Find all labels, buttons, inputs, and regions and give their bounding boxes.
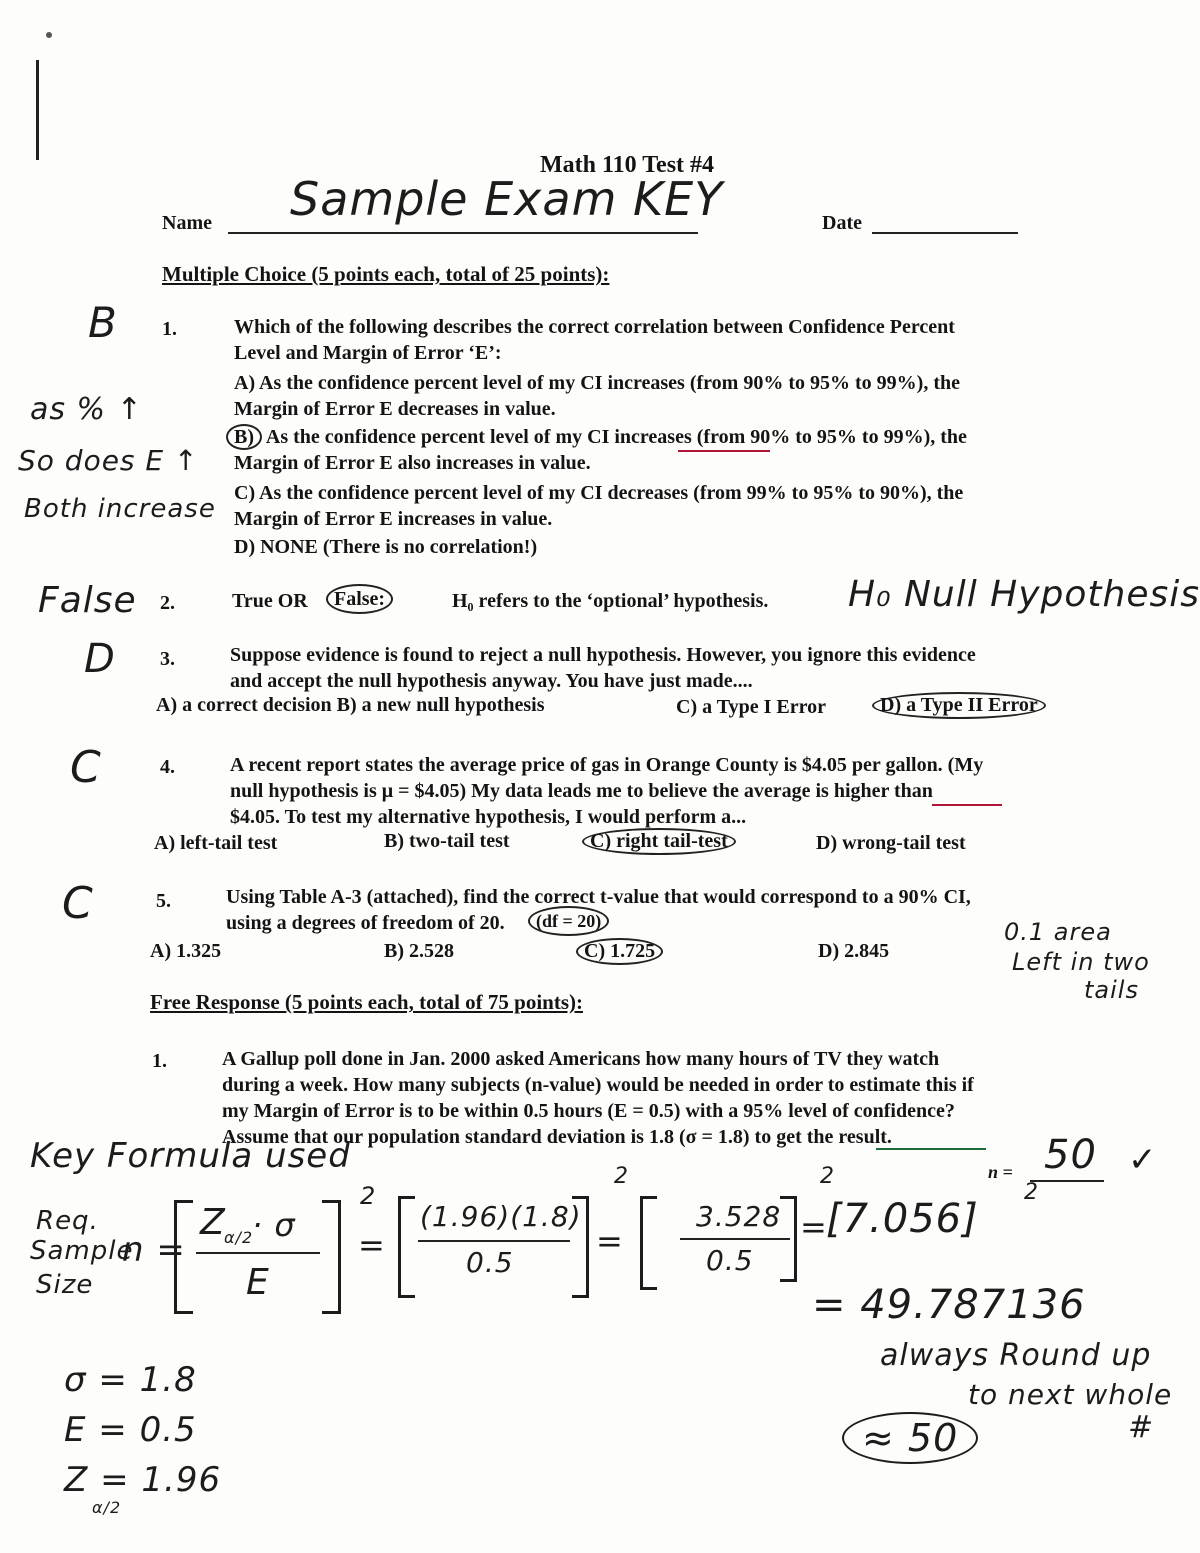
fr-q1-given-sigma: σ = 1.8 (64, 1360, 197, 1400)
fr-q1-round-note-line1: always Round up (880, 1338, 1152, 1373)
mc-q2-note: H₀ Null Hypothesis (848, 574, 1200, 615)
fr-q1-equals-1: = (358, 1226, 386, 1264)
mc-q4-option-d: D) wrong-tail test (816, 832, 966, 854)
mc-q1-number: 1. (162, 318, 177, 340)
fr-q1-formula-fraction-bar (196, 1252, 320, 1254)
scan-speck (46, 32, 52, 38)
fr-q1-formula-close-bracket (322, 1200, 341, 1314)
name-value[interactable]: Sample Exam KEY (290, 172, 724, 226)
mc-q1-option-a-line1: A) As the confidence percent level of my CI increases (from 90% to 95% to 99%), the (234, 372, 960, 394)
fr-q1-key-formula-label: Key Formula used (30, 1136, 351, 1176)
fr-q1-step1-numerator: (1.96)(1.8) (420, 1200, 582, 1233)
mc-q1-option-b-line1 (226, 424, 967, 450)
fr-q1-step2-fraction-bar (680, 1238, 790, 1240)
fr-q1-stem-line3: my Margin of Error is to be within 0.5 hours (E = 0.5) with a 95% level of confidence? (222, 1100, 955, 1122)
fr-q1-n-label: n = (988, 1162, 1013, 1182)
mc-q4-stem-line1: A recent report states the average price of gas in Orange County is $4.05 per gallon. (My (230, 754, 984, 776)
mc-q1-note-line2: So does E ↑ (18, 444, 199, 477)
fr-q1-step1-denominator: 0.5 (466, 1246, 514, 1279)
fr-q1-stem-line1: A Gallup poll done in Jan. 2000 asked Americans how many hours of TV they watch (222, 1048, 940, 1070)
fr-q1-step3: [7.056] (826, 1196, 979, 1242)
fr-q1-underline-sigma (876, 1148, 986, 1150)
mc-q3-option-d-circled[interactable]: D) a Type II Error (872, 692, 1046, 719)
fr-q1-step1-open-bracket (398, 1196, 415, 1298)
fr-q1-step3-exp: 2 (1024, 1180, 1039, 1205)
mc-q2-number: 2. (160, 592, 175, 614)
mc-q1-option-b-letter-circled[interactable]: B) (226, 424, 262, 450)
mc-q3-options-ab: A) a correct decision B) a new null hypothesis (156, 694, 545, 716)
mc-q2-true-or: True OR (232, 590, 308, 612)
fr-q1-formula-z: Z (200, 1202, 226, 1243)
mc-q5-note-line3: tails (1084, 976, 1139, 1004)
mc-q3-option-c: C) a Type I Error (676, 696, 826, 718)
scan-mark-top (36, 60, 53, 160)
mc-q5-note-line1: 0.1 area (1004, 918, 1112, 946)
mc-q4-number: 4. (160, 756, 175, 778)
fr-q1-round-note-line3: # (1128, 1410, 1155, 1445)
mc-q2-false-circled[interactable]: False: (326, 584, 393, 614)
fr-q1-given-z: Z = 1.96 (64, 1460, 222, 1500)
mc-q2-answer: False (38, 580, 137, 621)
mc-q5-option-d: D) 2.845 (818, 940, 890, 962)
mc-q5-answer: C (62, 878, 94, 929)
mc-q5-stem-line1: Using Table A-3 (attached), find the correct t-value that would correspond to a 90% CI, (226, 886, 971, 908)
page-title: Math 110 Test #4 (540, 152, 715, 178)
fr-q1-formula-sigma: · σ (252, 1206, 296, 1244)
fr-q1-check-mark: ✓ (1128, 1140, 1158, 1180)
name-line (228, 232, 698, 234)
fr-q1-step2-denominator: 0.5 (706, 1244, 754, 1277)
mc-q1-option-b-line2: Margin of Error E also increases in value. (234, 452, 591, 474)
mc-q1-note-line3: Both increase (24, 494, 216, 524)
mc-q1-stem-line2: Level and Margin of Error ‘E’: (234, 342, 502, 364)
fr-q1-step2-numerator: 3.528 (696, 1200, 782, 1233)
mc-q5-option-c-circled[interactable]: C) 1.725 (576, 938, 663, 965)
mc-q4-option-a: A) left-tail test (154, 832, 278, 854)
mc-q3-stem-line2: and accept the null hypothesis anyway. You have just made.... (230, 670, 753, 692)
fr-q1-final-answer-circled[interactable]: ≈ 50 (842, 1412, 978, 1464)
fr-q1-given-e: E = 0.5 (64, 1410, 197, 1450)
fr-q1-n-answer-line (1030, 1180, 1104, 1182)
fr-q1-req-line1: Req. (36, 1206, 99, 1236)
mc-q3-answer: D (84, 636, 116, 682)
mc-q4-stem-line2: null hypothesis is μ = $4.05) My data leads me to believe the average is higher than (230, 780, 933, 802)
fr-heading: Free Response (5 points each, total of 75 points): (150, 990, 584, 1014)
fr-q1-req-line2: Sample (30, 1236, 134, 1266)
mc-q1-option-d: D) NONE (There is no correlation!) (234, 536, 538, 558)
date-label: Date (822, 212, 862, 234)
fr-q1-given-z-sub: α/2 (92, 1498, 122, 1517)
mc-q1-option-a-line2: Margin of Error E decreases in value. (234, 398, 556, 420)
fr-q1-n-answer[interactable]: 50 (1044, 1132, 1097, 1178)
mc-q1-answer: B (88, 298, 118, 347)
fr-q1-number: 1. (152, 1050, 167, 1072)
mc-q5-df-note: (df = 20) (528, 906, 609, 936)
name-label: Name (162, 212, 212, 234)
fr-q1-step1-exp: 2 (614, 1164, 629, 1189)
mc-heading: Multiple Choice (5 points each, total of 25 points): (162, 262, 610, 286)
fr-q1-formula-open-bracket (174, 1200, 193, 1314)
fr-q1-formula-lhs: n = (122, 1230, 186, 1270)
fr-q1-step1-fraction-bar (418, 1240, 570, 1242)
fr-q1-round-note-line2: to next whole (968, 1378, 1173, 1411)
mc-q5-option-b: B) 2.528 (384, 940, 454, 962)
mc-q1-note-line1: as % ↑ (30, 392, 143, 427)
mc-q2-stem: H₀ refers to the ‘optional’ hypothesis. (452, 590, 769, 612)
fr-q1-formula-exp: 2 (360, 1182, 377, 1210)
fr-q1-formula-alpha-sub: α/2 (224, 1228, 254, 1247)
mc-q3-number: 3. (160, 648, 175, 670)
mc-q5-option-a: A) 1.325 (150, 940, 222, 962)
mc-q4-option-c-circled[interactable]: C) right tail-test (582, 828, 736, 855)
fr-q1-step2-exp: 2 (820, 1164, 835, 1189)
mc-q1-option-c-line1: C) As the confidence percent level of my CI decreases (from 99% to 95% to 90%), the (234, 482, 964, 504)
fr-q1-step1-close-bracket (572, 1196, 589, 1298)
fr-q1-equals-2: = (596, 1222, 624, 1260)
fr-q1-step2-open-bracket (640, 1196, 657, 1290)
mc-q5-note-line2: Left in two (1012, 948, 1150, 976)
date-line (872, 232, 1018, 234)
mc-q3-stem-line1: Suppose evidence is found to reject a null hypothesis. However, you ignore this evidence (230, 644, 976, 666)
fr-q1-req-line3: Size (36, 1270, 94, 1300)
fr-q1-formula-e: E (246, 1262, 270, 1303)
mc-q1-option-b-text: As the confidence percent level of my CI increases (from 90% to 95% to 99%), the (265, 426, 967, 448)
fr-q1-result: = 49.787136 (812, 1282, 1086, 1328)
fr-q1-stem-line4: Assume that our population standard deviation is 1.8 (σ = 1.8) to get the result. (222, 1126, 892, 1148)
mc-q1-underline-increases (678, 450, 770, 452)
mc-q1-option-c-line2: Margin of Error E increases in value. (234, 508, 553, 530)
mc-q1-stem-line1: Which of the following describes the correct correlation between Confidence Percent (234, 316, 955, 338)
mc-q4-stem-line3: $4.05. To test my alternative hypothesis, I would perform a... (230, 806, 747, 828)
mc-q5-number: 5. (156, 890, 171, 912)
mc-q4-option-b: B) two-tail test (384, 830, 510, 852)
mc-q5-stem-line2: using a degrees of freedom of 20. (226, 912, 505, 934)
mc-q4-answer: C (70, 742, 102, 793)
fr-q1-equals-3: = (800, 1208, 828, 1246)
mc-q4-underline-higher (932, 804, 1002, 806)
fr-q1-stem-line2: during a week. How many subjects (n-value) would be needed in order to estimate this if (222, 1074, 974, 1096)
fr-q1-step2-close-bracket (780, 1196, 797, 1282)
